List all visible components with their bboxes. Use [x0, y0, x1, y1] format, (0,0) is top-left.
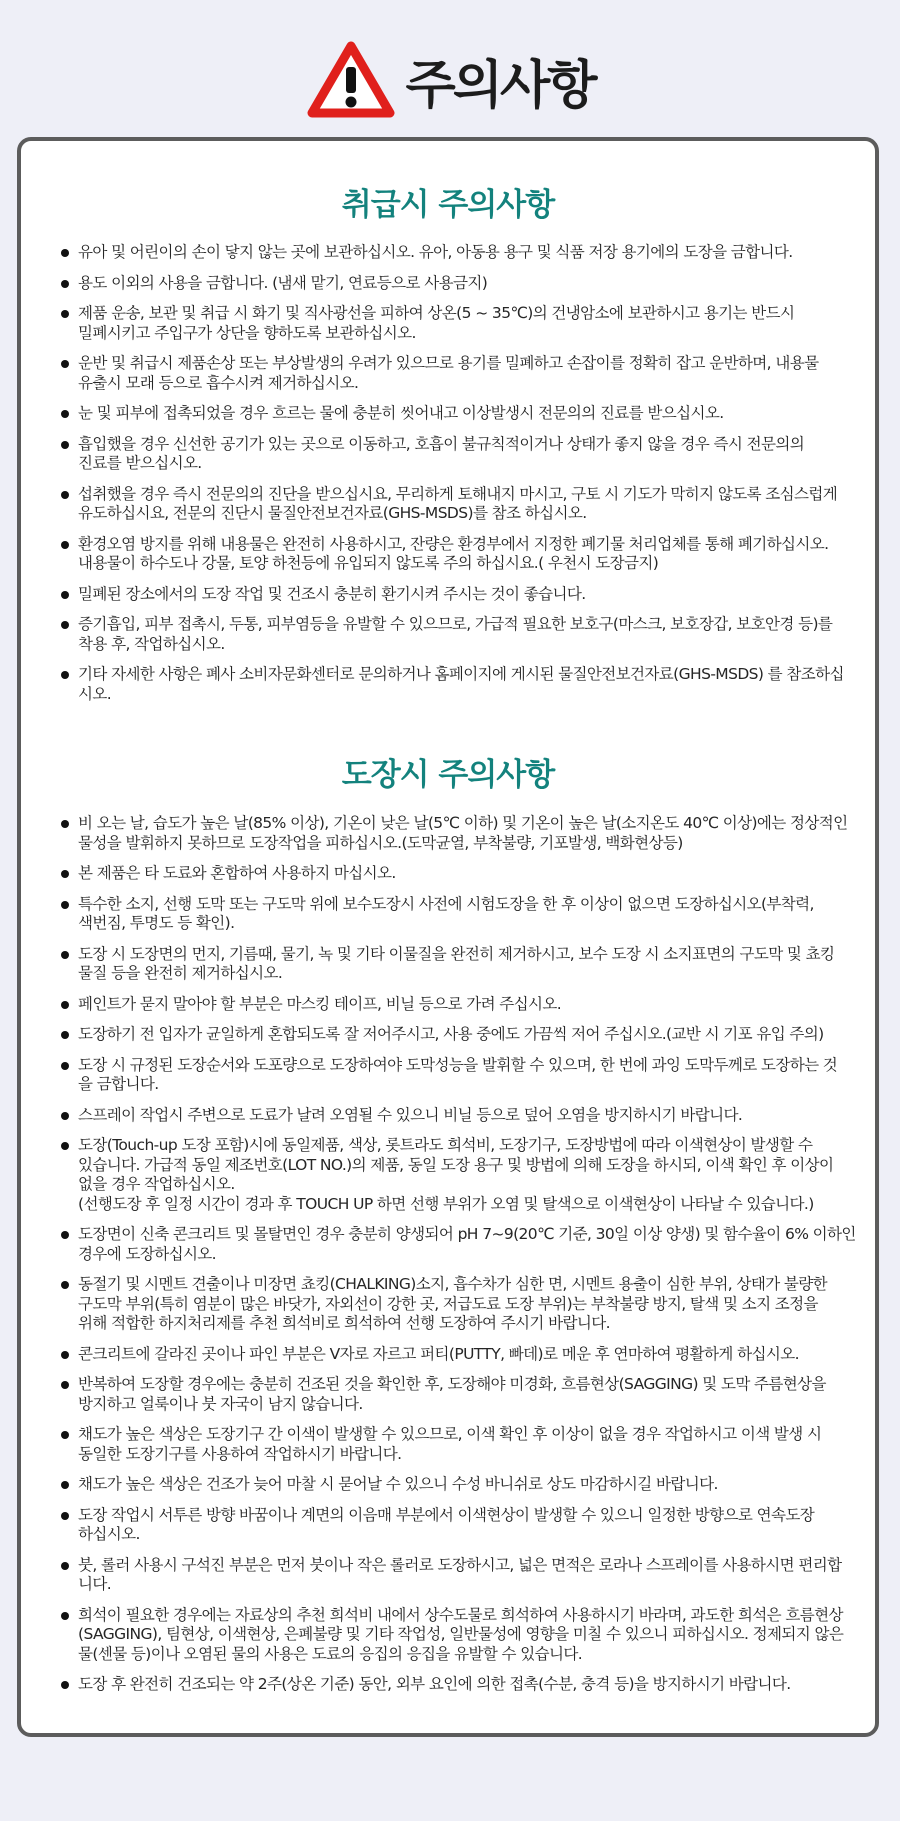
list-item [41, 1475, 887, 1495]
painting-section-title: 도장시 주의사항 [341, 757, 555, 793]
list-item [41, 1675, 887, 1695]
list-item-text: 스프레이 작업시 주변으로 도료가 날려 오염될 수 있으니 비닐 등으로 덮어 오염을 방지하시기 바랍니다. [78, 1105, 743, 1124]
list-item [41, 1275, 887, 1334]
list-item [41, 1556, 887, 1595]
list-item-text: 본 제품은 타 도료와 혼합하여 사용하지 마십시오. [78, 864, 396, 882]
list-item-text: 도장 후 완전히 건조되는 약 2주(상온 기준) 동안, 외부 요인에 의한 접촉(수분, 충격 등)을 방지하시기 바랍니다. [78, 1675, 791, 1693]
warning-triangle-icon [306, 40, 396, 120]
list-item-text: 채도가 높은 색상은 도장기구 간 이색이 발생할 수 있으므로, 이색 확인 후 이상이 없을 경우 작업하시고 이색 발생 시 동일한 도장기구를 사용하여 작업하시기 바랍니다. [78, 1425, 822, 1463]
list-item-text: 채도가 높은 색상은 건조가 늦어 마찰 시 묻어날 수 있으니 수성 바니쉬로 상도 마감하시길 바랍니다. [78, 1475, 718, 1493]
bullet-icon [61, 1431, 69, 1439]
list-item [41, 615, 887, 654]
list-item [41, 274, 887, 294]
list-item [41, 995, 887, 1015]
bullet-icon [61, 1512, 69, 1520]
list-item-text: 도장하기 전 입자가 균일하게 혼합되도록 잘 저어주시고, 사용 중에도 가끔씩 저어 주십시오.(교반 시 기포 유입 주의) [78, 1025, 824, 1043]
list-item [41, 1136, 887, 1214]
bullet-icon [61, 1142, 69, 1150]
bullet-icon [61, 1031, 69, 1039]
list-item-text: 페인트가 묻지 말아야 할 부분은 마스킹 테이프, 비닐 등으로 가려 주십시오. [78, 994, 562, 1013]
list-item-text: 유아 및 어린이의 손이 닿지 않는 곳에 보관하십시오. 유아, 아동용 용구 및 식품 저장 용기에의 도장을 금합니다. [78, 243, 793, 261]
list-item [41, 895, 887, 934]
list-item [41, 1425, 887, 1464]
bullet-icon [61, 1001, 69, 1009]
bullet-icon [61, 1281, 69, 1289]
bullet-icon [61, 621, 69, 629]
list-item [41, 535, 887, 574]
list-item-text: 흡입했을 경우 신선한 공기가 있는 곳으로 이동하고, 호흡이 불규칙적이거나 상태가 좋지 않을 경우 즉시 전문의의 진료를 받으십시오. [78, 434, 805, 472]
list-item-text: 반복하여 도장할 경우에는 충분히 건조된 것을 확인한 후, 도장해야 미경화, 흐름현상(SAGGING) 및 도막 주름현상을 방지하고 얼룩이나 붓 자국이 남지 않습니다. [78, 1375, 826, 1413]
bullet-icon [61, 249, 69, 257]
bullet-icon [61, 1681, 69, 1689]
list-item [41, 1506, 887, 1545]
list-item [41, 1106, 887, 1126]
list-item-text: 도장면이 신축 콘크리트 및 몰탈면인 경우 충분히 양생되어 pH 7~9(20℃ 기준, 30일 이상 양생) 및 함수율이 6% 이하인 경우에 도장하십시오. [78, 1225, 856, 1263]
handling-section-title: 취급시 주의사항 [341, 187, 555, 223]
bullet-icon [61, 541, 69, 549]
bullet-icon [61, 1612, 69, 1620]
list-item-text: 도장 시 규정된 도장순서와 도포량으로 도장하여야 도막성능을 발휘할 수 있으며, 한 번에 과잉 도막두께로 도장하는 것 을 금합니다. [78, 1055, 838, 1093]
bullet-icon [61, 410, 69, 418]
bullet-icon [61, 870, 69, 878]
list-item-text: 붓, 롤러 사용시 구석진 부분은 먼저 붓이나 작은 롤러로 도장하시고, 넓은 면적은 로라나 스프레이를 사용하시면 편리합 니다. [78, 1555, 842, 1593]
bullet-icon [61, 360, 69, 368]
list-item [41, 864, 887, 884]
list-item-text: 희석이 필요한 경우에는 자료상의 추천 희석비 내에서 상수도물로 희석하여 사용하시기 바라며, 과도한 희석은 흐름현상 (SAGGING), 팀현상, 이색현상, 은폐불량 및 기타 작업성, 일반물성에 영향을 미칠 수 있으니 피하십시오. 정제되지 않은 물(센물 등)이나 오염된 물의 사용은 도료의 응집의 응집을 유발할 수 있습니다. [78, 1605, 844, 1663]
list-item [41, 404, 887, 424]
bullet-icon [61, 1381, 69, 1389]
bullet-icon [61, 441, 69, 449]
list-item [41, 243, 887, 263]
list-item [41, 945, 887, 984]
list-item [41, 585, 887, 605]
bullet-icon [61, 1062, 69, 1070]
bullet-icon [61, 820, 69, 828]
list-item-text: 운반 및 취급시 제품손상 또는 부상발생의 우려가 있으므로 용기를 밀폐하고 손잡이를 정확히 잡고 운반하며, 내용물 유출시 모래 등으로 흡수시켜 제거하십시오. [78, 354, 819, 392]
bullet-icon [61, 951, 69, 959]
list-item [41, 1345, 887, 1365]
list-item-text: 동절기 및 시멘트 견출이나 미장면 쵸킹(CHALKING)소지, 흡수차가 심한 면, 시멘트 용출이 심한 부위, 상태가 불량한 구도막 부위(특히 염분이 많은 바닷가, 자외선이 강한 곳, 저급도료 도장 부위)는 부착불량 방지, 탈색 및 소지 조정을 위해 적합한 하지처리제를 추천 희석비로 희석하여 선행 도장하여 주시기 바랍니다. [78, 1275, 828, 1332]
bullet-icon [61, 1112, 69, 1120]
list-item-text: 도장 시 도장면의 먼지, 기름때, 물기, 녹 및 기타 이물질을 완전히 제거하시고, 보수 도장 시 소지표면의 구도막 및 쵸킹 물질 등을 완전히 제거하십시오. [78, 944, 835, 982]
list-item [41, 354, 887, 393]
page-header [0, 40, 900, 120]
list-item [41, 1025, 887, 1045]
list-item [41, 304, 887, 343]
list-item [41, 1375, 887, 1414]
list-item-text: 환경오염 방지를 위해 내용물은 완전히 사용하시고, 잔량은 환경부에서 지정한 폐기물 처리업체를 통해 폐기하십시오. 내용물이 하수도나 강물, 토양 하천등에 유입되지 않도록 주의 하십시요.( 우천시 도장금지) [78, 534, 829, 572]
list-item [41, 435, 887, 474]
bullet-icon [61, 671, 69, 679]
list-item-text: 용도 이외의 사용을 금합니다. (냄새 맡기, 연료등으로 사용금지) [78, 273, 488, 292]
page-title: 주의사항 [405, 55, 595, 116]
list-item [41, 1225, 887, 1264]
bullet-icon [61, 310, 69, 318]
bullet-icon [61, 901, 69, 909]
bullet-icon [61, 1481, 69, 1489]
handling-list [41, 243, 887, 715]
list-item [41, 814, 887, 853]
list-item-text: 제품 운송, 보관 및 취급 시 화기 및 직사광선을 피하여 상온(5 ~ 35℃)의 건냉암소에 보관하시고 용기는 반드시 밀폐시키고 주입구가 상단을 향하도록 보관하십시오. [78, 304, 795, 342]
list-item [41, 485, 887, 524]
list-item [41, 1056, 887, 1095]
list-item-text: 섭취했을 경우 즉시 전문의의 진단을 받으십시요, 무리하게 토해내지 마시고, 구토 시 기도가 막히지 않도록 조심스럽게 유도하십시요, 전문의 진단시 물질안전보건자료(GHS-MSDS)를 참조 하십시오. [78, 484, 838, 522]
precautions-card [17, 137, 879, 1737]
bullet-icon [61, 1562, 69, 1570]
bullet-icon [61, 491, 69, 499]
bullet-icon [61, 591, 69, 599]
list-item [41, 665, 887, 704]
list-item-text: 눈 및 피부에 접촉되었을 경우 흐르는 물에 충분히 씻어내고 이상발생시 전문의의 진료를 받으십시오. [78, 404, 724, 422]
list-item-text: 증기흡입, 피부 접촉시, 두통, 피부염등을 유발할 수 있으므로, 가급적 필요한 보호구(마스크, 보호장갑, 보호안경 등)를 착용 후, 작업하십시오. [78, 615, 833, 653]
painting-list [41, 814, 887, 1706]
list-item-text: 기타 자세한 사항은 폐사 소비자문화센터로 문의하거나 홈페이지에 게시된 물질안전보건자료(GHS-MSDS) 를 참조하십 시오. [78, 665, 844, 703]
list-item-text: 콘크리트에 갈라진 곳이나 파인 부분은 V자로 자르고 퍼티(PUTTY, 빠데)로 메운 후 연마하여 평활하게 하십시오. [78, 1344, 799, 1363]
list-item-text: 도장(Touch-up 도장 포함)시에 동일제품, 색상, 롯트라도 희석비, 도장기구, 도장방법에 따라 이색현상이 발생할 수 있습니다. 가급적 동일 제조번호(LOT NO.)의 제품, 동일 도장 용구 및 방법에 의해 도장을 하시되, 이색 확인 후 이상이 없을 경우 작업하십시오. (선행도장 후 일정 시간이 경과 후 TOUCH UP 하면 선행 부위가 오염 및 탈색으로 이색현상이 나타날 수 있습니다.) [78, 1136, 834, 1213]
bullet-icon [61, 1351, 69, 1359]
list-item-text: 밀폐된 장소에서의 도장 작업 및 건조시 충분히 환기시켜 주시는 것이 좋습니다. [78, 584, 586, 603]
bullet-icon [61, 1231, 69, 1239]
list-item [41, 1606, 887, 1665]
list-item-text: 특수한 소지, 선행 도막 또는 구도막 위에 보수도장시 사전에 시험도장을 한 후 이상이 없으면 도장하십시오(부착력, 색번짐, 투명도 등 확인). [78, 894, 814, 932]
list-item-text: 도장 작업시 서투른 방향 바꿈이나 계면의 이음매 부분에서 이색현상이 발생할 수 있으니 일정한 방향으로 연속도장 하십시오. [78, 1505, 815, 1543]
bullet-icon [61, 280, 69, 288]
list-item-text: 비 오는 날, 습도가 높은 날(85% 이상), 기온이 낮은 날(5℃ 이하) 및 기온이 높은 날(소지온도 40℃ 이상)에는 정상적인 물성을 발휘하지 못하므로 도장작업을 피하십시오.(도막균열, 부착불량, 기포발생, 백화현상등) [78, 814, 848, 852]
